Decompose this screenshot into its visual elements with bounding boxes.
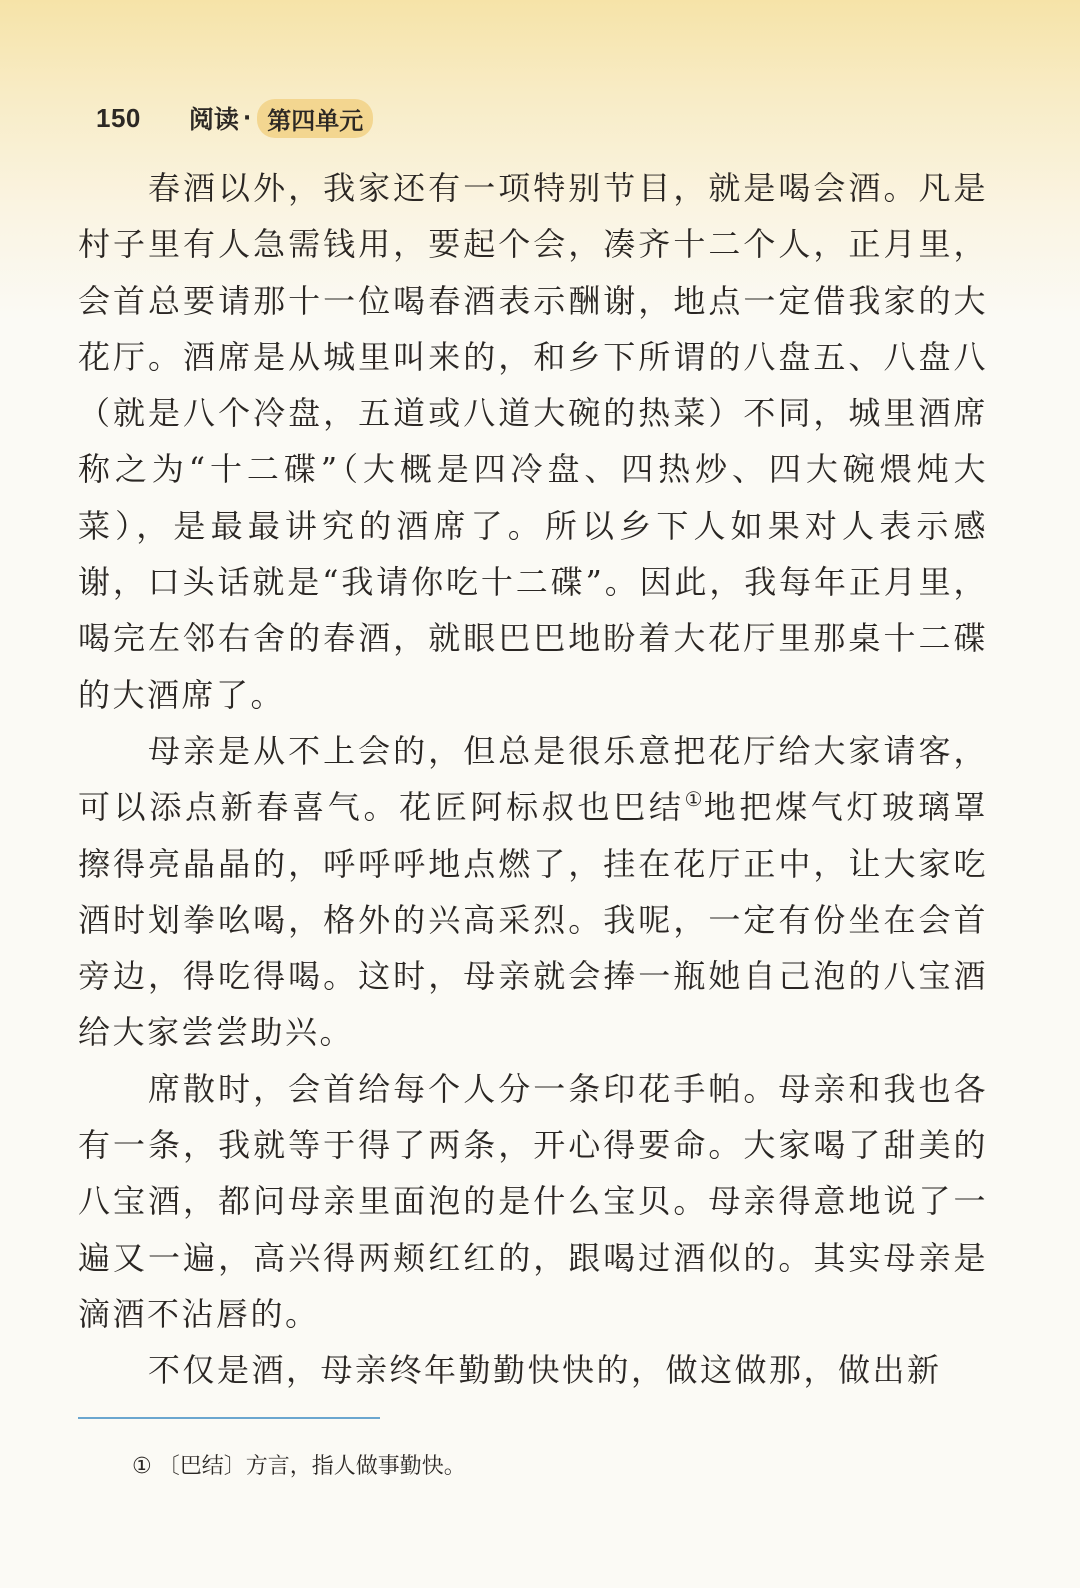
footnote-reference[interactable]: ①: [684, 787, 704, 812]
paragraph-3: 席散时，会首给每个人分一条印花手帕。母亲和我也各有一条，我就等于得了两条，开心得要命。大家喝了甜美的八宝酒，都问母亲里面泡的是什么宝贝。母亲得意地说了一遍又一遍，高兴得两颊红红的，跟喝过酒似的。其实母亲是滴酒不沾唇的。: [78, 1069, 988, 1333]
running-header: [96, 96, 373, 140]
paragraph-2-text-before: 母亲是从不上会的，但总是很乐意把花厅给大家请客，可以添点新春喜气。花匠阿标叔也巴结: [78, 731, 988, 827]
body-text: [78, 160, 988, 1399]
footnote-divider: [78, 1417, 380, 1419]
unit-badge: 第四单元: [257, 99, 373, 138]
section-label: 阅读: [188, 105, 239, 134]
paragraph-2: [78, 723, 988, 1061]
footnote-text: 〔巴结〕方言，指人做事勤快。: [157, 1454, 466, 1479]
page-number: 150: [96, 102, 141, 133]
footnote-number: ①: [132, 1454, 152, 1479]
footnote: [132, 1449, 466, 1480]
paragraph-4: 不仅是酒，母亲终年勤勤快快的，做这做那，做出新: [148, 1351, 942, 1390]
paragraph-2-text-after: 地把煤气灯玻璃罩擦得亮晶晶的，呼呼呼地点燃了，挂在花厅正中，让大家吃酒时划拳吆喝，格外的兴高采烈。我呢，一定有份坐在会首旁边，得吃得喝。这时，母亲就会捧一瓶她自己泡的八宝酒给大家尝尝助兴。: [78, 788, 988, 1052]
header-separator: ·: [242, 105, 252, 131]
paragraph-1: 春酒以外，我家还有一项特别节目，就是喝会酒。凡是村子里有人急需钱用，要起个会，凑齐十二个人，正月里，会首总要请那十一位喝春酒表示酬谢，地点一定借我家的大花厅。酒席是从城里叫来的，和乡下所谓的八盘五、八盘八（就是八个冷盘，五道或八道大碗的热菜）不同，城里酒席称之为“十二碟”（大概是四冷盘、四热炒、四大碗煨炖大菜），是最最讲究的酒席了。所以乡下人如果对人表示感谢，口头话就是“我请你吃十二碟”。因此，我每年正月里，喝完左邻右舍的春酒，就眼巴巴地盼着大花厅里那桌十二碟的大酒席了。: [78, 169, 988, 714]
